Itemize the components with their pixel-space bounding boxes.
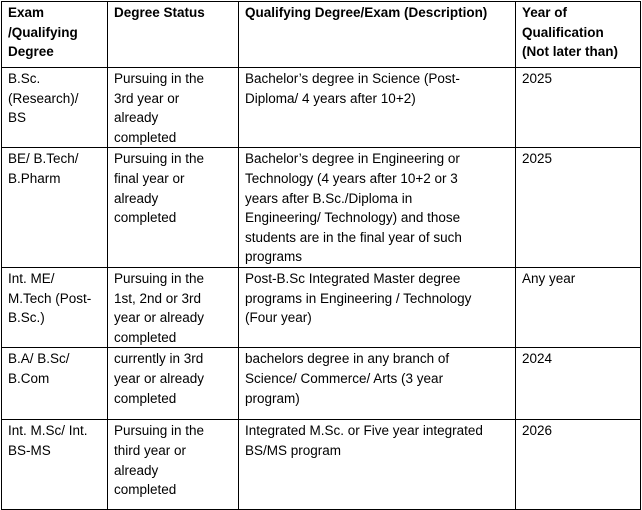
cell-status: Pursuing in the final year or already completed [108, 148, 239, 268]
cell-year: 2026 [516, 420, 641, 510]
header-degree-status: Degree Status [108, 2, 239, 68]
cell-status: currently in 3rd year or already completed [108, 348, 239, 420]
table-row [2, 148, 641, 268]
cell-status: Pursuing in the 3rd year or already completed [108, 68, 239, 148]
header-description: Qualifying Degree/Exam (Description) [239, 2, 516, 68]
cell-exam: Int. ME/ M.Tech (Post- B.Sc.) [2, 267, 108, 347]
eligibility-table [1, 1, 641, 510]
cell-year: 2025 [516, 68, 641, 148]
cell-description: bachelors degree in any branch of Science/ Commerce/ Arts (3 year program) [239, 348, 516, 420]
cell-year: Any year [516, 267, 641, 347]
header-year: Year of Qualification (Not later than) [516, 2, 641, 68]
cell-exam: BE/ B.Tech/ B.Pharm [2, 148, 108, 268]
cell-exam: B.Sc. (Research)/ BS [2, 68, 108, 148]
cell-description: Bachelor’s degree in Engineering or Technology (4 years after 10+2 or 3 years after B.Sc./Diploma in Engineering/ Technology) and those students are in the final year of such programs [239, 148, 516, 268]
table-row [2, 348, 641, 420]
cell-description: Integrated M.Sc. or Five year integrated BS/MS program [239, 420, 516, 510]
cell-exam: Int. M.Sc/ Int. BS-MS [2, 420, 108, 510]
cell-year: 2024 [516, 348, 641, 420]
cell-description: Bachelor’s degree in Science (Post- Diploma/ 4 years after 10+2) [239, 68, 516, 148]
cell-status: Pursuing in the 1st, 2nd or 3rd year or already completed [108, 267, 239, 347]
table-row [2, 68, 641, 148]
table-row [2, 420, 641, 510]
cell-status: Pursuing in the third year or already completed [108, 420, 239, 510]
header-row [2, 2, 641, 68]
cell-description: Post-B.Sc Integrated Master degree programs in Engineering / Technology (Four year) [239, 267, 516, 347]
cell-year: 2025 [516, 148, 641, 268]
table-row [2, 267, 641, 347]
header-exam: Exam /Qualifying Degree [2, 2, 108, 68]
cell-exam: B.A/ B.Sc/ B.Com [2, 348, 108, 420]
